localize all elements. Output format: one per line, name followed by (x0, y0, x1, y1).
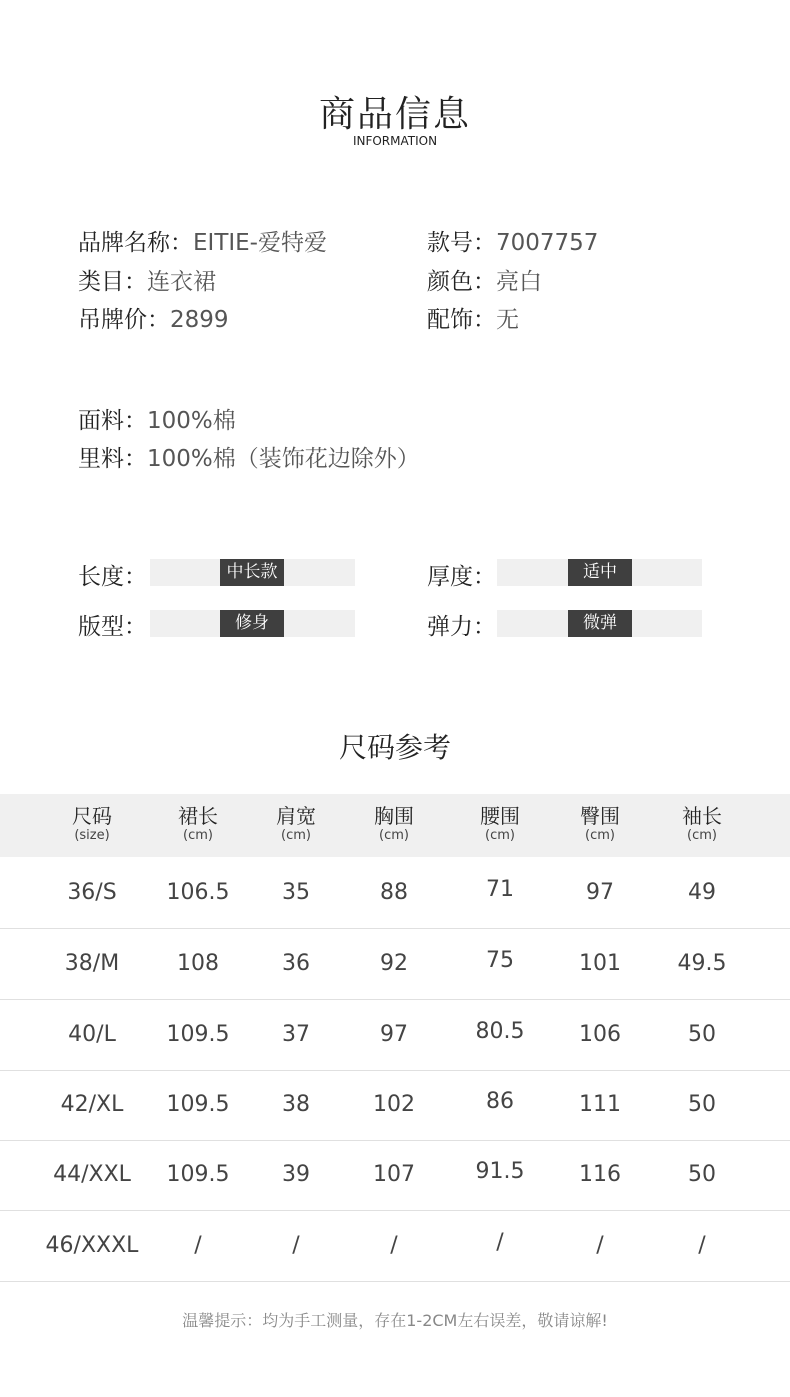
length-label: 长度： (78, 564, 147, 590)
cell-size: 46/XXXL (45, 1233, 139, 1258)
cell-sleeve: 49.5 (677, 951, 727, 976)
thickness-value-pill: 适中 (568, 559, 632, 586)
color-info (427, 263, 542, 296)
table-row (0, 1140, 790, 1211)
stretch-value-pill: 微弹 (568, 610, 632, 637)
table-row (0, 929, 790, 1000)
style-info (427, 224, 598, 257)
color-key: 颜色： (427, 269, 496, 295)
cell-hip: 111 (579, 1092, 621, 1117)
header-sleeve (647, 804, 757, 844)
category-key: 类目： (78, 269, 147, 295)
cell-waist: 86 (486, 1089, 514, 1114)
header-sleeve-unit: (cm) (687, 828, 717, 843)
length-value-pill: 中长款 (220, 559, 284, 586)
cell-sleeve: 50 (688, 1162, 716, 1187)
style-value: 7007757 (496, 230, 599, 256)
size-table-header (0, 794, 790, 857)
cell-dress-length: 108 (177, 951, 219, 976)
thickness-label: 厚度： (427, 564, 496, 590)
cell-size: 36/S (67, 880, 117, 905)
accessory-key: 配饰： (427, 307, 496, 333)
page-subtitle: INFORMATION (352, 134, 438, 148)
stretch-scale (497, 610, 702, 637)
cell-waist: 80.5 (475, 1019, 525, 1044)
header-dress-length (143, 804, 253, 844)
cell-waist: 71 (486, 877, 514, 902)
fit-scale (150, 610, 355, 637)
cell-hip: 97 (586, 880, 614, 905)
header-size (37, 804, 147, 844)
cell-size: 38/M (64, 951, 120, 976)
lining-fabric-info (78, 440, 420, 473)
cell-dress-length: 109.5 (166, 1162, 230, 1187)
header-hip-label: 臀围 (580, 804, 620, 828)
cell-hip: / (596, 1233, 604, 1258)
stretch-label: 弹力： (427, 614, 496, 640)
brand-value: EITIE-爱特爱 (193, 230, 327, 256)
lining-fabric-key: 里料： (78, 446, 147, 472)
cell-chest: 88 (380, 880, 408, 905)
length-scale (150, 559, 355, 586)
header-chest (339, 804, 449, 844)
size-chart-title: 尺码参考 (338, 731, 451, 764)
outer-fabric-key: 面料： (78, 408, 147, 434)
cell-chest: 97 (380, 1022, 408, 1047)
cell-dress-length: 109.5 (166, 1092, 230, 1117)
cell-size: 40/L (68, 1022, 116, 1047)
table-row (0, 858, 790, 929)
color-value: 亮白 (496, 269, 542, 295)
header-size-unit: (size) (74, 828, 110, 843)
header-dress-length-unit: (cm) (183, 828, 213, 843)
cell-shoulder: 37 (282, 1022, 310, 1047)
cell-hip: 116 (579, 1162, 621, 1187)
cell-shoulder: 38 (282, 1092, 310, 1117)
header-shoulder-label: 肩宽 (276, 804, 316, 828)
cell-dress-length: 106.5 (166, 880, 230, 905)
cell-hip: 101 (579, 951, 621, 976)
cell-shoulder: 36 (282, 951, 310, 976)
fit-value-pill: 修身 (220, 610, 284, 637)
header-sleeve-label: 袖长 (682, 804, 722, 828)
header-chest-unit: (cm) (379, 828, 409, 843)
cell-shoulder: 39 (282, 1162, 310, 1187)
cell-dress-length: 109.5 (166, 1022, 230, 1047)
header-dress-length-label: 裙长 (178, 804, 218, 828)
header-waist (445, 804, 555, 844)
cell-waist: / (496, 1230, 504, 1255)
header-waist-unit: (cm) (485, 828, 515, 843)
cell-sleeve: 50 (688, 1092, 716, 1117)
table-row (0, 1000, 790, 1071)
header-size-label: 尺码 (72, 804, 112, 828)
category-info (78, 263, 216, 296)
outer-fabric-info (78, 402, 236, 435)
cell-chest: / (390, 1233, 398, 1258)
measurement-note: 温馨提示：均为手工测量，存在1-2CM左右误差，敬请谅解! (182, 1311, 608, 1330)
cell-waist: 91.5 (475, 1159, 525, 1184)
cell-chest: 107 (373, 1162, 415, 1187)
style-key: 款号： (427, 230, 496, 256)
cell-size: 42/XL (60, 1092, 124, 1117)
fit-label: 版型： (78, 614, 147, 640)
price-key: 吊牌价： (78, 307, 170, 333)
cell-shoulder: 35 (282, 880, 310, 905)
header-hip-unit: (cm) (585, 828, 615, 843)
header-shoulder (241, 804, 351, 844)
header-waist-label: 腰围 (480, 804, 520, 828)
cell-chest: 92 (380, 951, 408, 976)
accessory-value: 无 (496, 307, 519, 333)
lining-fabric-value: 100%棉（装饰花边除外） (147, 446, 420, 472)
cell-sleeve: / (698, 1233, 706, 1258)
brand-info (78, 224, 327, 257)
cell-dress-length: / (194, 1233, 202, 1258)
table-row (0, 1070, 790, 1141)
accessory-info (427, 301, 519, 334)
thickness-scale (497, 559, 702, 586)
cell-sleeve: 49 (688, 880, 716, 905)
outer-fabric-value: 100%棉 (147, 408, 236, 434)
cell-size: 44/XXL (53, 1162, 131, 1187)
brand-key: 品牌名称： (78, 230, 193, 256)
cell-waist: 75 (486, 948, 514, 973)
header-chest-label: 胸围 (374, 804, 414, 828)
price-info (78, 301, 229, 334)
cell-hip: 106 (579, 1022, 621, 1047)
category-value: 连衣裙 (147, 269, 216, 295)
header-hip (545, 804, 655, 844)
header-shoulder-unit: (cm) (281, 828, 311, 843)
page-title: 商品信息 (318, 94, 471, 135)
cell-shoulder: / (292, 1233, 300, 1258)
cell-sleeve: 50 (688, 1022, 716, 1047)
cell-chest: 102 (373, 1092, 415, 1117)
price-value: 2899 (170, 307, 229, 333)
table-row (0, 1211, 790, 1282)
